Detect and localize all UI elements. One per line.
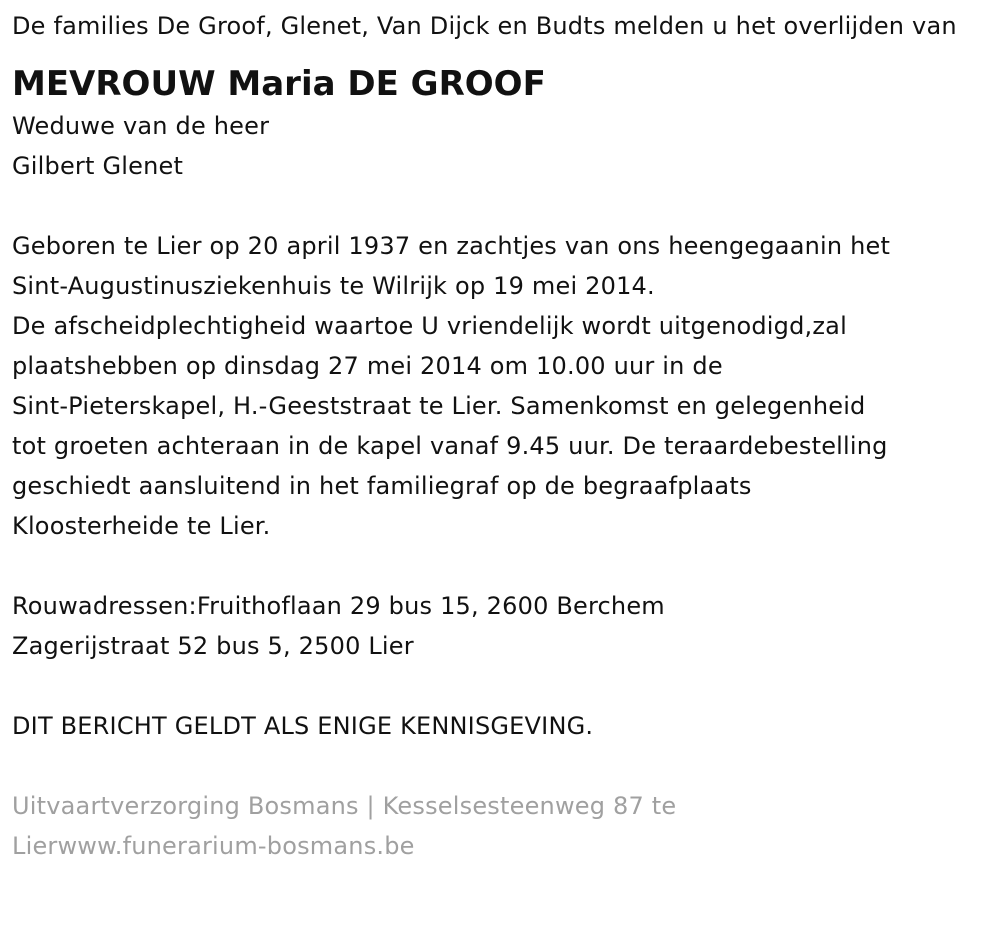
spacer <box>12 666 988 706</box>
funeral-home-footer <box>12 786 988 866</box>
relation-line-2: Gilbert Glenet <box>12 152 184 180</box>
relation-line-1: Weduwe van de heer <box>12 112 270 140</box>
intro-text: De families De Groof, Glenet, Van Dijck en Budts melden u het overlijden van <box>12 12 957 40</box>
body-line: tot groeten achteraan in de kapel vanaf 9.45 uur. De teraardebestelling <box>12 432 888 460</box>
body-line: plaatshebben op dinsdag 27 mei 2014 om 10.00 uur in de <box>12 352 723 380</box>
body-text <box>12 226 988 546</box>
body-line: Geboren te Lier op 20 april 1937 en zachtjes van ons heengegaanin het <box>12 232 891 260</box>
body-line: geschiedt aansluitend in het familiegraf op de begraafplaats <box>12 472 752 500</box>
footer-line-2: Lierwww.funerarium-bosmans.be <box>12 832 415 860</box>
spacer <box>12 746 988 786</box>
deceased-name: MEVROUW Maria DE GROOF <box>12 64 546 104</box>
spacer <box>12 546 988 586</box>
notice-text: DIT BERICHT GELDT ALS ENIGE KENNISGEVING. <box>12 712 594 740</box>
mourning-addresses <box>12 586 988 666</box>
footer-line-1: Uitvaartverzorging Bosmans | Kesselsesteenweg 87 te <box>12 792 677 820</box>
body-line: De afscheidplechtigheid waartoe U vriendelijk wordt uitgenodigd,zal <box>12 312 847 340</box>
address-line-2: Zagerijstraat 52 bus 5, 2500 Lier <box>12 632 414 660</box>
body-line: Sint-Augustinusziekenhuis te Wilrijk op 19 mei 2014. <box>12 272 655 300</box>
body-line: Kloosterheide te Lier. <box>12 512 271 540</box>
address-line-1: Rouwadressen:Fruithoflaan 29 bus 15, 2600 Berchem <box>12 592 665 620</box>
spacer <box>12 186 988 226</box>
body-line: Sint-Pieterskapel, H.-Geeststraat te Lier. Samenkomst en gelegenheid <box>12 392 866 420</box>
